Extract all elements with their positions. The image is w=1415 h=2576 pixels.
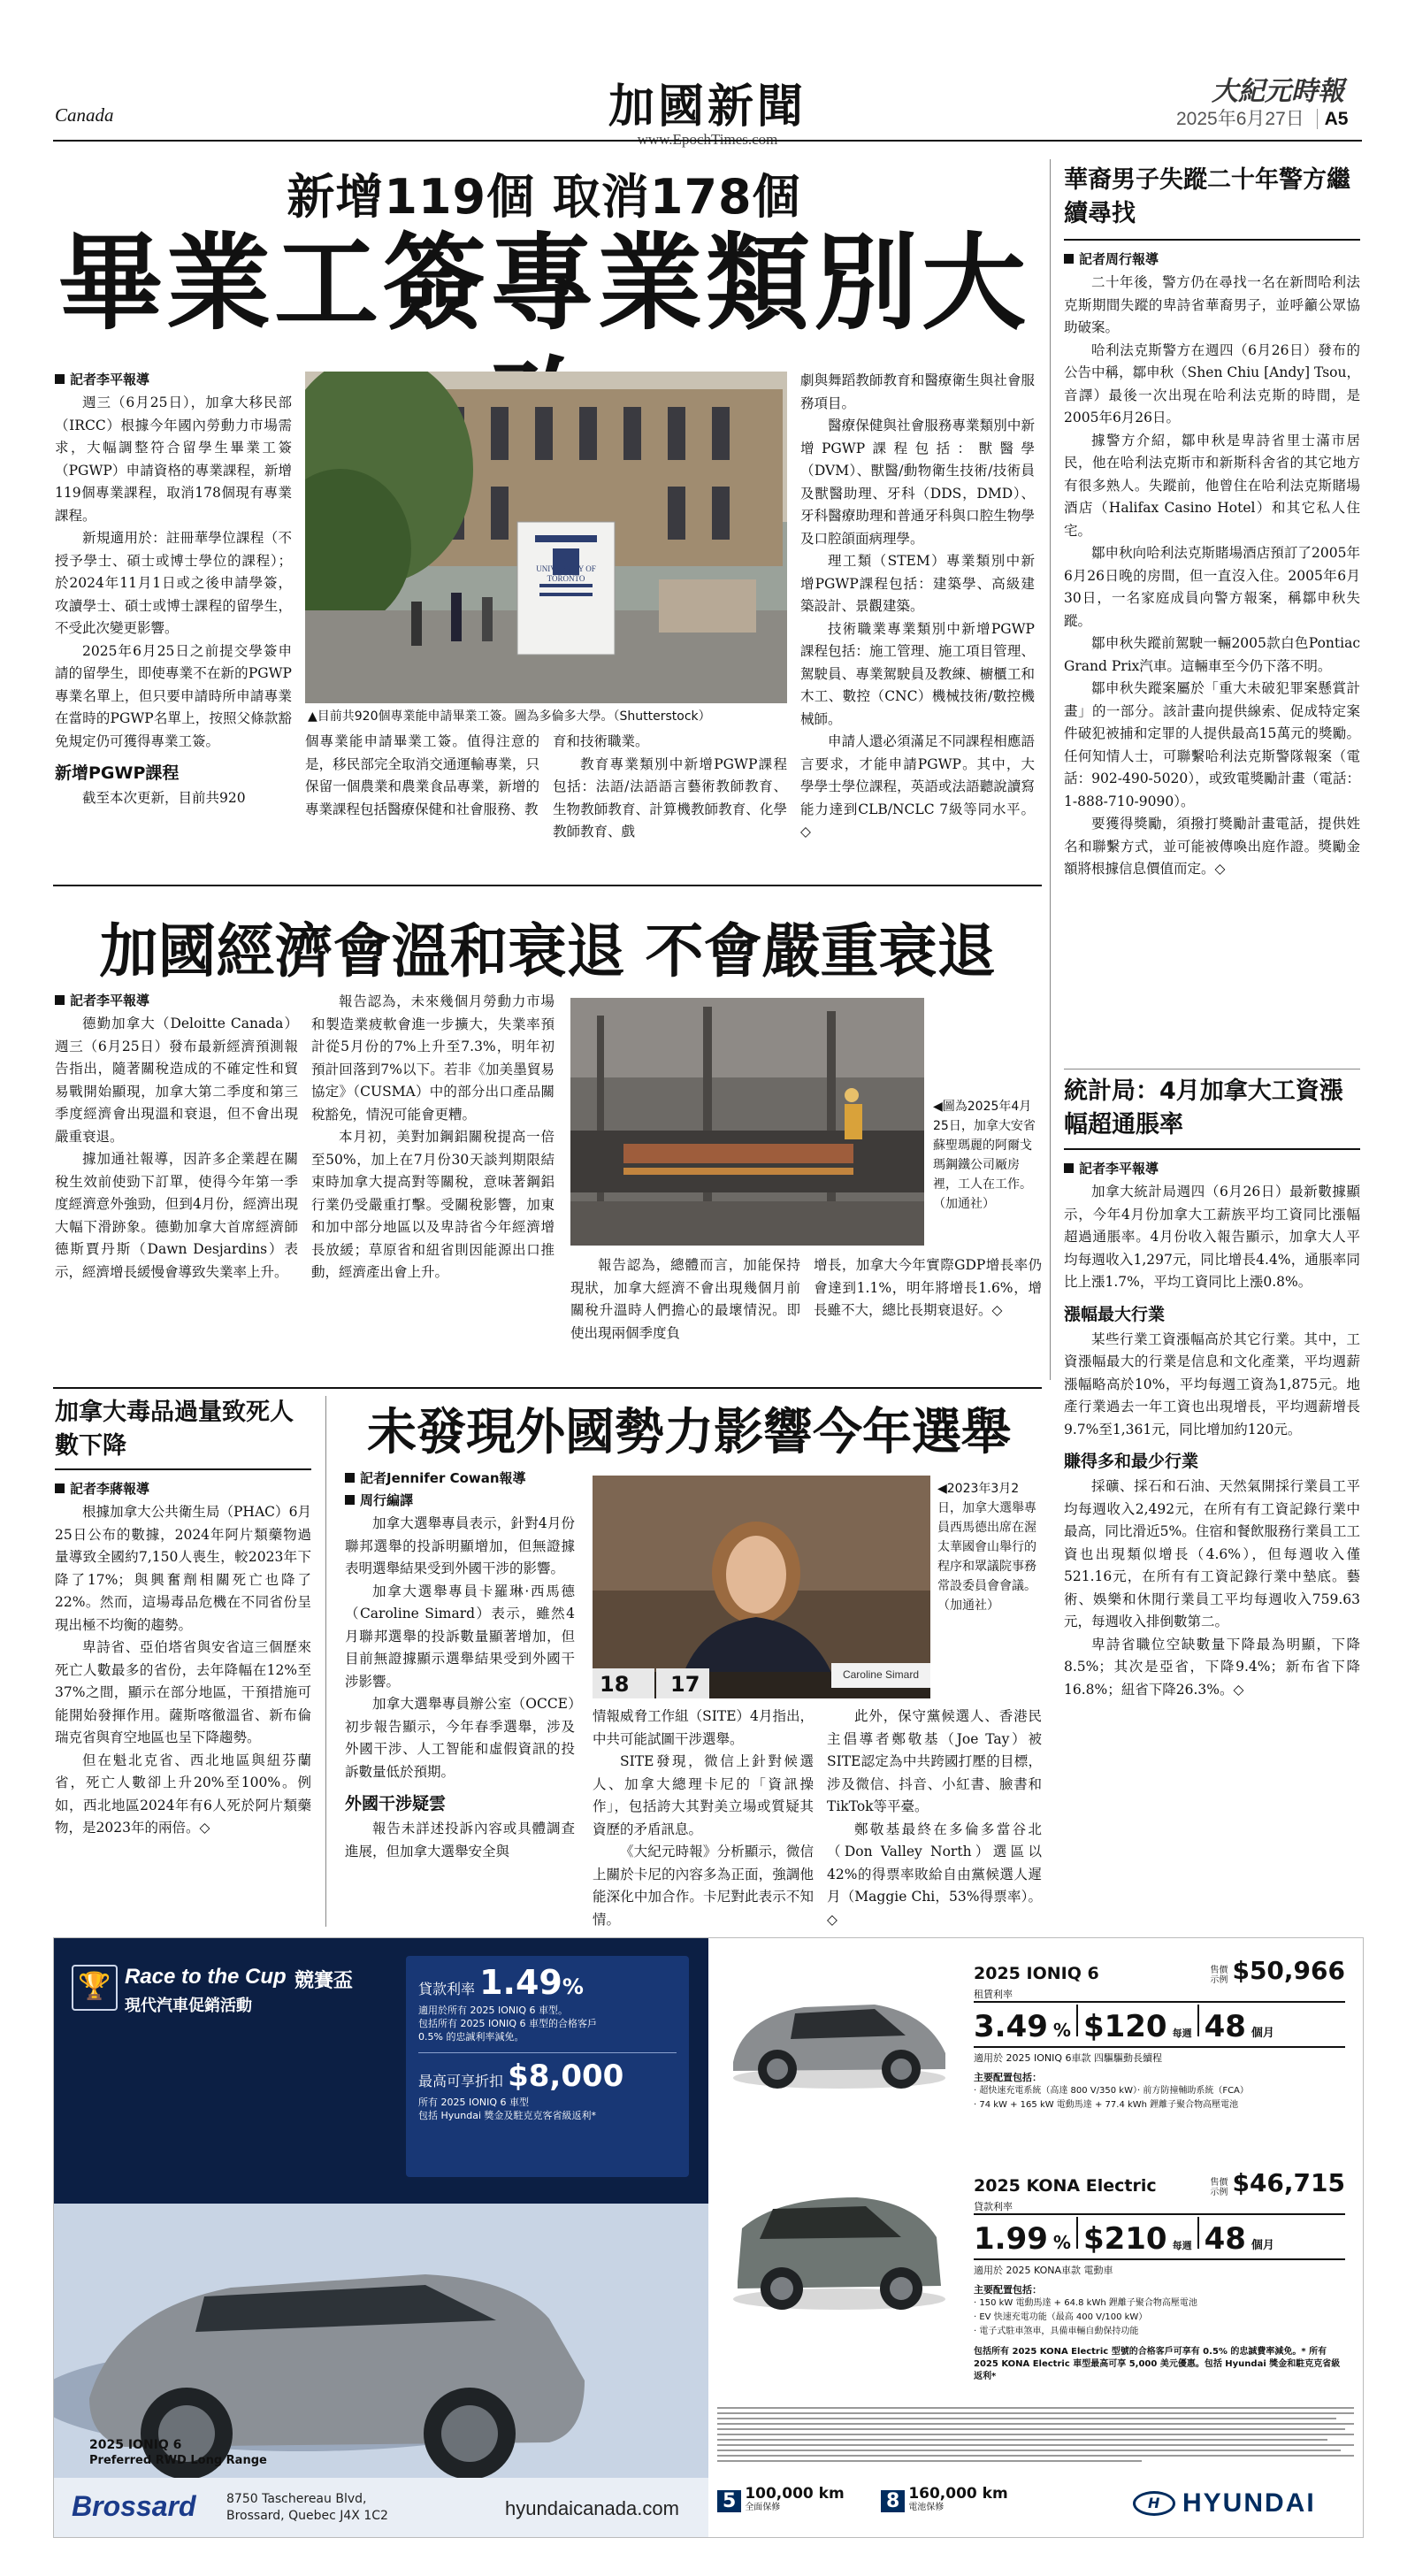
recession-col-1 bbox=[55, 991, 298, 1380]
steel-photo-caption: ◀圖為2025年4月25日，加拿大安省蘇聖瑪麗的阿爾戈瑪鋼鐵公司厰房裡，工人在工作。（加通社） bbox=[933, 1100, 1036, 1211]
hyundai-wordmark: HYUNDAI bbox=[1182, 2488, 1316, 2518]
paragraph: 截至本次更新，目前共920 bbox=[82, 790, 246, 806]
paragraph: 報告認為，總體而言，加能保持現狀，加拿大經濟不會出現幾個月前關稅升溫時人們擔心的最壞情況。即使出現兩個季度負 bbox=[570, 1257, 800, 1341]
paragraph: 報告未詳述投訴內容或具體調查進展，但加拿大選舉安全與 bbox=[345, 1821, 575, 1859]
recession-headline: 加國經濟會溫和衰退 不會嚴重衰退 bbox=[99, 917, 996, 985]
warranty2-text bbox=[908, 2487, 1007, 2515]
ad-left-panel bbox=[54, 1938, 708, 2537]
model2-features-title: 主要配置包括： bbox=[974, 2284, 1042, 2296]
recession-col-2 bbox=[311, 991, 555, 1380]
ad-right-panel bbox=[708, 1938, 1363, 2537]
paragraph: 報告認為，未來幾個月勞動力市場和製造業疲軟會進一步擴大，失業率預計從5月份的7%上升至7.3%，明年初預計回落到7%以下。若非《加美墨貿易協定》（CUSMA）中的部分出口產品關稅豁免，情況可能會更糟。 bbox=[311, 993, 555, 1123]
paragraph: 德勤加拿大（Deloitte Canada）週三（6月25日）發布最新經濟預測報告指出，隨著關稅造成的不確定性和貿易戰開始顯現，加拿大第二季度和第三季度經濟會出現溫和衰退，但不會出現嚴重衰退。 bbox=[55, 1016, 298, 1145]
model1-pay-unit: 每週 bbox=[1172, 2028, 1192, 2039]
election-col-3 bbox=[827, 1706, 1042, 1927]
masthead-rule bbox=[53, 140, 1362, 142]
drug-byline: 記者李蔣報導 bbox=[55, 1479, 311, 1498]
paragraph: 本月初，美對加鋼鋁關稅提高一倍至50%，加上在7月份30天談判期限結束時加拿大提高對等關稅，意味著鋼鋁行業仍受嚴重打擊。受關稅影響，加東和加中部分地區以及卑詩省今年經濟增長放緩；草原省和紐省則因能源出口推動，經濟產出會上升。 bbox=[311, 1129, 555, 1280]
paragraph: 鄒申秋失蹤案屬於「重大未破犯罪案懸賞計畫」的一部分。該計畫向提供線索、促成特定案件破犯被捕和定罪的人提供最高15萬元的獎勵。任何知情人士，可聯繫哈利法克斯警隊報案（電話：902-490-5020），或致電獎勵計畫（電話：1-888-710-9090）。 bbox=[1064, 680, 1360, 809]
rate-note: 適用於所有 2025 IONIQ 6 車型。 包括所有 2025 IONIQ 6 車型的合格客戶 0.5% 的忠誠利率減免。 bbox=[418, 2005, 598, 2043]
column-rule bbox=[1050, 159, 1051, 1380]
lead-photo-caption: ▲目前共920個專業能申請畢業工簽。圖為多倫多大學。（Shutterstock） bbox=[308, 709, 711, 724]
election-col-2 bbox=[593, 1706, 814, 1927]
model1-features-title: 主要配置包括： bbox=[974, 2072, 1042, 2083]
side-rule bbox=[1064, 1148, 1360, 1150]
paragraph: 週三（6月25日），加拿大移民部（IRCC）根據今年國內勞動力市場需求，大幅調整符合留學生畢業工簽（PGWP）申請資格的專業課程，新增119個專業課程，取消178個現有專業課程。 bbox=[55, 395, 292, 524]
cpi-subhead: 漲幅最大行業 bbox=[1064, 1304, 1166, 1324]
election-byline: 記者Jennifer Cowan報導 bbox=[345, 1468, 575, 1487]
lead-col-2 bbox=[305, 731, 539, 872]
dealer-website[interactable]: hyundaicanada.com bbox=[505, 2497, 679, 2519]
paragraph: 鄭敬基最終在多倫多當谷北（Don Valley North）選區以42%的得票率敗給自由黨候選人遲月（Maggie Chi，53%得票率）。◇ bbox=[827, 1821, 1042, 1927]
dealer-name: Brossard bbox=[72, 2490, 196, 2522]
paragraph: 加拿大統計局週四（6月26日）最新數據顯示，今年4月份加拿大工薪族平均工資同比漲幅超過通脹率。4月份收入報告顯示，加拿大人平均每週收入1,297元，同比增長4.4%，通脹率同比上漲1.7%，平均工資同比上漲0.8%。 bbox=[1064, 1184, 1360, 1290]
paragraph: 據加通社報導，因許多企業趕在關稅生效前使勁下訂單，使得今年第一季度經濟意外強勁，但到4月份，經濟出現大幅下滑跡象。德勤加拿大首席經濟師德斯賈丹斯（Dawn Desjardins）表示，經濟增長緩慢會導致失業率上升。 bbox=[55, 1151, 298, 1280]
date-line bbox=[1176, 104, 1348, 131]
hyundai-logo[interactable] bbox=[1133, 2488, 1316, 2518]
model2-terms: 1.99 % $210 每週 48 個月 bbox=[974, 2213, 1345, 2260]
model2-rate-label: 貸款利率 bbox=[974, 2201, 1013, 2212]
paragraph: 加拿大選舉專員卡羅琳·西馬德（Caroline Simard）表示，雖然4月聯邦選舉的投訴數量顯著增加，但目前無證據顯示選舉結果受到外國干涉影響。 bbox=[345, 1583, 575, 1690]
lead-byline: 記者李平報導 bbox=[55, 370, 292, 388]
cash-label: 最高可享折扣 bbox=[418, 2073, 504, 2089]
paragraph: 理工類（STEM）專業類別中新增PGWP課程包括：建築學、高級建築設計、景觀建築。 bbox=[800, 553, 1035, 614]
election-byline-2: 周行編譯 bbox=[345, 1491, 575, 1509]
election-subhead: 外國干涉疑雲 bbox=[345, 1794, 447, 1813]
missing-body bbox=[1064, 249, 1360, 1063]
offer-panel bbox=[406, 1956, 689, 2177]
simard-photo-caption: ◀2023年3月2日，加拿大選舉專員西馬德出席在渥太華國會山舉行的程序和眾議院事務常設委員會會議。（加通社） bbox=[937, 1482, 1036, 1613]
model1-price-wrap bbox=[1210, 1956, 1345, 1985]
model2-price: $46,715 bbox=[1232, 2168, 1345, 2197]
dealer-address-1: 8750 Taschereau Blvd, bbox=[226, 2492, 367, 2506]
model2-rate: 1.99 bbox=[974, 2221, 1048, 2257]
model2-term: 48 bbox=[1204, 2221, 1246, 2257]
section-en: Canada bbox=[55, 104, 114, 126]
missing-headline: 華裔男子失蹤二十年警方繼續尋找 bbox=[1064, 166, 1350, 227]
column-rule bbox=[325, 1396, 326, 1927]
warranty1-km: 100,000 km bbox=[745, 2485, 845, 2503]
dealer-address-2: Brossard, Quebec J4X 1C2 bbox=[226, 2509, 388, 2523]
model2-extra: 包括所有 2025 KONA Electric 型號的合格客戶可享有 0.5% 的忠誠費率減免。* 所有 2025 KONA Electric 車型最高可享 5,000 美元優惠。包括 Hyundai 獎金和駐克克省級返利* bbox=[974, 2347, 1341, 2381]
paragraph: 某些行業工資漲幅高於其它行業。其中，工資漲幅最大的行業是信息和文化產業，平均週薪漲幅略高於10%，平均每週工資為1,875元。地產行業過去一年工資也出現增長，平均週薪增長9.7%至1,361元，同比增加約120元。 bbox=[1064, 1330, 1360, 1438]
cash-note: 所有 2025 IONIQ 6 車型 包括 Hyundai 獎金及駐克克客省級返利* bbox=[418, 2097, 596, 2121]
side-rule bbox=[55, 1468, 311, 1470]
warranty1-sub: 全面保修 bbox=[745, 2503, 781, 2512]
committee-photo bbox=[593, 1476, 930, 1698]
paragraph: 哈利法克斯警方在週四（6月26日）發布的公告中稱，鄒申秋（Shen Chiu [Andy] Tsou，音譯）最後一次出現在哈利法克斯的時間，是2005年6月26日。 bbox=[1064, 341, 1360, 426]
paragraph: 2025年6月25日之前提交學簽申請的留學生，即使專業不在新的PGWP專業名單上，但只要申請時所申請專業在當時的PGWP名單上，按照父條款豁免規定仍可獲得專業工簽。 bbox=[55, 642, 292, 749]
model2-header bbox=[974, 2168, 1345, 2197]
recession-byline: 記者李平報導 bbox=[55, 991, 298, 1009]
paragraph: 醫療保健與社會服務專業類別中新增PGWP課程包括：獸醫學（DVM）、獸醫/動物衛生技術/技術員及獸醫助理、牙科（DDS，DMD）、牙科醫療助理和普通牙科與口腔生物學及口腔頜面病理學。 bbox=[800, 418, 1035, 547]
model1-terms: 3.49 % $120 每週 48 個月 bbox=[974, 2001, 1345, 2048]
rate-value: 1.49 bbox=[479, 1963, 562, 2002]
rate-pct: % bbox=[562, 1974, 584, 1999]
side-rule bbox=[1064, 239, 1360, 241]
cash-row bbox=[418, 2058, 677, 2094]
paragraph: 鄒申秋失蹤前駕駛一輛2005款白色Pontiac Grand Prix汽車。這輛車至今仍下落不明。 bbox=[1064, 635, 1360, 674]
paragraph: 根據加拿大公共衛生局（PHAC）6月25日公布的數據，2024年阿片類藥物過量導致全國約7,150人喪生，較2023年下降了17%；與興奮劑相關死亡也降了22%。然而，這場毒品危機在不同省份呈現出極不均衡的趨勢。 bbox=[55, 1504, 311, 1633]
election-headline: 未發現外國勢力影響今年選舉 bbox=[367, 1404, 1011, 1461]
lead-headline: 畢業工簽專業類別大 bbox=[57, 221, 1029, 344]
paragraph: 但在魁北克省、西北地區與紐芬蘭省，死亡人數卻上升20%至100%。例如，西北地區2024年有6人死於阿片類藥物，是2023年的兩倍。◇ bbox=[55, 1752, 311, 1836]
model2-pay: $210 bbox=[1082, 2221, 1167, 2257]
paragraph: 新規適用於：註冊華學位課程（不授予學士、碩士或博士學位的課程）；於2024年11月1日或之後申請學簽，攻讀學士、碩士或博士課程的留學生，不受此次變更影響。 bbox=[55, 530, 292, 636]
kona-car bbox=[724, 2166, 954, 2317]
model2-feature: · 電子式駐車煞車，具備車輛自動保持功能 bbox=[974, 2327, 1139, 2336]
model2-feature: · 150 kW 電動馬達 + 64.8 kWh 鋰離子聚合物高壓電池 bbox=[974, 2298, 1197, 2308]
cpi-subhead: 賺得多和最少行業 bbox=[1064, 1452, 1199, 1471]
hyundai-h-icon: H bbox=[1133, 2491, 1175, 2516]
paragraph: 《大紀元時報》分析顯示，微信上關於卡尼的內容多為正面，強調他能深化中加合作。卡尼對此表示不知情。 bbox=[593, 1844, 814, 1927]
paragraph: 要獲得獎勵，須撥打獎勵計畫電話，提供姓名和聯繫方式，並可能被傳喚出庭作證。獎勵金額將根據信息價值而定。◇ bbox=[1064, 816, 1360, 877]
model1-note: 適用於 2025 IONIQ 6車款 四驅驅動長續程 bbox=[974, 2052, 1163, 2064]
fine-print bbox=[717, 2404, 1354, 2474]
model1-price-label: 售價 示例 bbox=[1210, 1965, 1228, 1985]
model1-price: $50,966 bbox=[1232, 1956, 1345, 1985]
warranty1-text bbox=[745, 2487, 844, 2515]
car-main-label: 2025 IONIQ 6 bbox=[89, 2438, 182, 2452]
model2-note: 適用於 2025 KONA車款 電動車 bbox=[974, 2265, 1113, 2276]
dealer-strip bbox=[54, 2478, 708, 2537]
nameplate: Caroline Simard bbox=[842, 1668, 920, 1681]
event-title: Race to the Cup bbox=[125, 1965, 287, 1989]
warranty2-num: 8 bbox=[881, 2490, 905, 2512]
missing-byline: 記者周行報導 bbox=[1064, 249, 1360, 268]
model2-name: 2025 KONA Electric bbox=[974, 2176, 1157, 2196]
model1-name: 2025 IONIQ 6 bbox=[974, 1964, 1099, 1983]
model2-block bbox=[974, 2168, 1345, 2383]
simard-photo bbox=[593, 1476, 930, 1698]
recession-col-4 bbox=[814, 1254, 1042, 1378]
section-title: 加國新聞 bbox=[608, 80, 807, 134]
model1-term-unit: 個月 bbox=[1251, 2027, 1274, 2040]
lead-subhead: 新增PGWP課程 bbox=[55, 763, 180, 783]
mic-number-17: 17 bbox=[670, 1672, 700, 1697]
paragraph: 育和技術職業。 bbox=[553, 733, 649, 749]
paragraph: 申請人還必須滿足不同課程相應語言要求，才能申請PGWP。其中，大學學士學位課程，英語或法語聽說讀寫能力達到CLB/NCLC 7級等同水平。◇ bbox=[800, 733, 1035, 840]
drug-body bbox=[55, 1479, 311, 1926]
cpi-byline: 記者李平報導 bbox=[1064, 1159, 1360, 1177]
page-number: A5 bbox=[1324, 109, 1349, 129]
model1-rate-label: 租賃利率 bbox=[974, 1989, 1013, 2000]
paragraph: 加拿大選舉專員表示，針對4月份聯邦選舉的投訴明顯增加，但無證據表明選舉結果受到外國干涉的影響。 bbox=[345, 1515, 575, 1576]
steel-photo bbox=[570, 998, 924, 1246]
lead-col-1 bbox=[55, 370, 292, 874]
model1-feature: · 超快速充電系統（高達 800 V/350 kW）· 前方防撞輔助系統（FCA） bbox=[974, 2086, 1249, 2096]
paragraph: 加拿大選舉專員辦公室（OCCE）初步報告顯示，今年春季選舉，涉及外國干涉、人工智能和虛假資訊的投訴數量低於預期。 bbox=[345, 1696, 575, 1780]
election-col-1 bbox=[345, 1468, 575, 1927]
recession-col-3 bbox=[570, 1254, 800, 1378]
paragraph: SITE發現，微信上針對候選人、加拿大總理卡尼的「資訊操作」，包括誇大其對美立場或質疑其資歷的矛盾訊息。 bbox=[593, 1753, 814, 1837]
rate-label: 貸款利率 bbox=[418, 1981, 476, 1997]
paragraph: 卑詩省職位空缺數量下降最為明顯，下降8.5%；其次是亞省，下降9.4%；新布省下降16.8%；紐省下降26.3%。◇ bbox=[1064, 1636, 1360, 1698]
side-rule bbox=[1064, 1069, 1360, 1070]
warranty2-km: 160,000 km bbox=[908, 2485, 1008, 2503]
cpi-body bbox=[1064, 1159, 1360, 1924]
university-photo bbox=[305, 372, 787, 703]
paragraph: 情報威脅工作組（SITE）4月指出，中共可能試圖干涉選舉。 bbox=[593, 1708, 814, 1747]
warranty-2 bbox=[881, 2487, 1008, 2515]
mic-number-18: 18 bbox=[600, 1672, 630, 1697]
warranty1-num: 5 bbox=[717, 2490, 741, 2512]
rate-row bbox=[418, 1963, 677, 2002]
model1-rate: 3.49 bbox=[974, 2009, 1048, 2044]
paragraph: 二十年後，警方仍在尋找一名在新問哈利法克斯期間失蹤的卑詩省華裔男子，並呼籲公眾協助破案。 bbox=[1064, 274, 1360, 335]
model2-price-label: 售價 示例 bbox=[1210, 2177, 1228, 2197]
lead-col-4 bbox=[800, 370, 1035, 874]
model2-term-unit: 個月 bbox=[1251, 2239, 1274, 2252]
model1-term: 48 bbox=[1204, 2009, 1246, 2044]
lead-kicker: 新增119個 取消178個 bbox=[287, 169, 801, 225]
paragraph: 增長，加拿大今年實際GDP增長率仍會達到1.1%，明年將增長1.6%，增長雖不大，總比長期衰退好。◇ bbox=[814, 1257, 1042, 1318]
paragraph: 技術職業專業類別中新增PGWP課程包括：施工管理、施工項目管理、駕駛員、專業駕駛員及教練、櫥櫃工和木工、數控（CNC）機械技術/數控機械師。 bbox=[800, 620, 1035, 727]
event-subtitle: 現代汽車促銷活動 bbox=[125, 1997, 252, 2015]
section-rule bbox=[53, 885, 1042, 886]
sign-text: UNIVERSITY OF TORONTO bbox=[536, 564, 596, 583]
paragraph: 個專業能申請畢業工簽。值得注意的是，移民部完全取消交通運輸專業，只保留一個農業和農業食品專業，新增的專業課程包括醫療保健和社會服務、教 bbox=[305, 733, 539, 817]
paragraph: 採礦、採石和石油、天然氣開採行業員工平均每週收入2,492元，在所有有工資記錄行業中最高，同比滑近5%。住宿和餐飲服務行業員工工資也出現類似增長（4.6%），但每週收入僅521.16元，在所有有工資記錄行業中墊底。藝術、娛樂和休閒行業員工平均每週收入759.63元，每週收入排倒數第二。 bbox=[1064, 1478, 1360, 1629]
event-title-zh: 競賽盃 bbox=[294, 1970, 354, 1992]
model1-feature: · 74 kW + 165 kW 電動馬達 + 77.4 kWh 鋰離子聚合物高壓電池 bbox=[974, 2100, 1239, 2110]
hyundai-ad[interactable] bbox=[53, 1937, 1364, 2538]
paragraph: 教育專業類別中新增PGWP課程包括：法語/法語語言藝術教師教育、生物教師教育、計算機教師教育、化學教師教育、戲 bbox=[553, 755, 787, 840]
drug-headline: 加拿大毒品過量致死人數下降 bbox=[55, 1399, 294, 1460]
section-rule bbox=[53, 1387, 1042, 1389]
fine-print-lines bbox=[717, 2404, 1354, 2474]
issue-date: 2025年6月27日 bbox=[1176, 109, 1304, 129]
lead-col-3 bbox=[553, 731, 787, 872]
paragraph: 此外，保守黨候選人、香港民主倡導者鄭敬基（Joe Tay）被SITE認定為中共跨國打壓的目標，涉及微信、抖音、小紅書、臉書和TikTok等平臺。 bbox=[827, 1708, 1042, 1814]
warranty-1 bbox=[717, 2487, 845, 2515]
model1-header bbox=[974, 1956, 1345, 1985]
paragraph: 據警方介紹，鄒申秋是卑詩省里士滿市居民，他在哈利法克斯市和新斯科舍省的其它地方有很多熟人。失蹤前，他曾住在哈利法克斯賭場酒店（Halifax Casino Hotel）和其它私人住宅。 bbox=[1064, 432, 1360, 539]
steel-mill-photo bbox=[570, 998, 924, 1246]
paper-name: 大紀元時報 bbox=[1212, 76, 1344, 107]
cash-value: $8,000 bbox=[508, 2058, 624, 2094]
model2-feature: · EV 快速充電功能（最高 400 V/100 kW） bbox=[974, 2312, 1148, 2322]
paragraph: 劇與舞蹈教師教育和醫療衛生與社會服務項目。 bbox=[800, 372, 1035, 411]
warranty2-sub: 電池保修 bbox=[908, 2503, 945, 2512]
model2-price-wrap bbox=[1210, 2168, 1345, 2197]
lead-photo bbox=[305, 372, 787, 703]
car-main-sub: Preferred RWD Long Range bbox=[89, 2454, 267, 2467]
model1-block bbox=[974, 1956, 1345, 2112]
paragraph: 卑詩省、亞伯塔省與安省這三個歷來死亡人數最多的省份，去年降幅在12%至37%之間，顯示在部分地區，干預措施可能開始發揮作用。薩斯喀徹溫省、新布倫瑞克省與育空地區也呈下降趨勢。 bbox=[55, 1639, 311, 1745]
ioniq6-car bbox=[724, 1965, 954, 2097]
paragraph: 鄒申秋向哈利法克斯賭場酒店預訂了2005年6月26日晚的房間，但一直沒入住。2005年6月30日，一名家庭成員向警方報案，稱鄒申秋失蹤。 bbox=[1064, 545, 1360, 629]
trophy-icon: 🏆 bbox=[72, 1965, 118, 2011]
model2-pay-unit: 每週 bbox=[1172, 2240, 1192, 2251]
model1-pay: $120 bbox=[1082, 2009, 1167, 2044]
cpi-headline: 統計局：4月加拿大工資漲幅超通脹率 bbox=[1064, 1077, 1343, 1138]
